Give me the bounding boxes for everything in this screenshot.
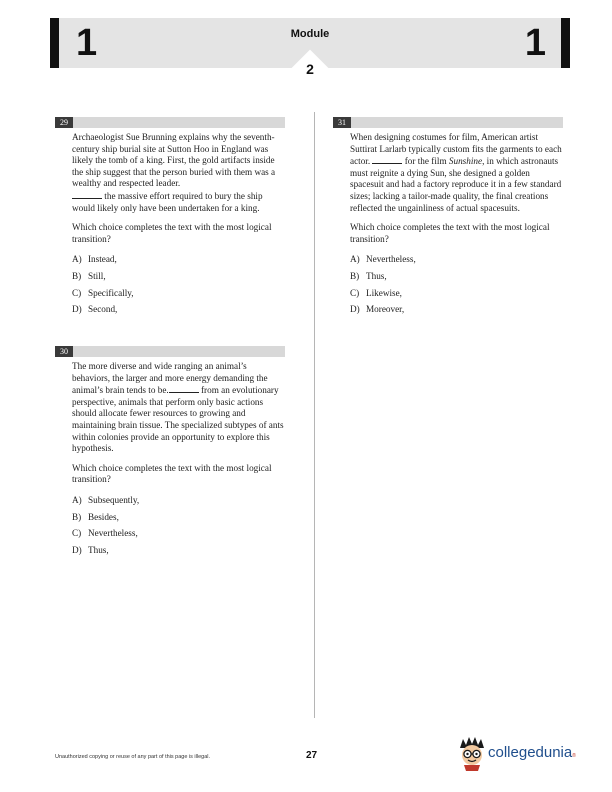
choice-d[interactable]: D) Thus, [72,544,109,555]
question-number: 29 [55,117,73,128]
choice-b[interactable]: B) Thus, [350,270,387,281]
question-header-bar [55,117,285,128]
question-passage: Archaeologist Sue Brunning explains why the seventh-century ship burial site at Sutton Hoo in England was likely the tomb of a king. First, the gold artifacts inside the ship suggest that the person buried with them was a wealthy and respected leader. the massive effort required to bury the ship would likely only have been undertaken for a king. [72,132,276,213]
question-30 [55,346,285,561]
column-divider [314,112,315,718]
copyright-notice: Unauthorized copying or reuse of any part of this page is illegal. [55,754,211,760]
page-number: 27 [306,750,318,761]
header-bar-right [561,18,570,68]
module-label: Module [290,28,330,40]
question-number: 30 [55,346,73,357]
module-number: 2 [306,61,314,77]
question-header-bar [333,117,563,128]
question-header-bar [55,346,285,357]
page-header [50,18,570,77]
brand-name: collegedunia® [488,744,576,761]
question-prompt: Which choice completes the text with the most logical transition? [72,462,272,485]
answer-choices [72,495,285,556]
choice-b[interactable]: B) Still, [72,270,106,281]
question-31 [333,117,563,321]
section-number-right: 1 [524,22,546,64]
answer-blank [72,190,102,199]
mascot-icon [456,736,488,772]
question-prompt: Which choice completes the text with the most logical transition? [72,222,272,244]
choice-c[interactable]: C) Specifically, [72,287,134,298]
answer-blank [372,155,402,164]
question-passage: When designing costumes for film, American artist Suttirat Larlarb typically custom fits the garments to each actor. for the film Sunshine, in which astronauts must reignite a dying Sun, she designed a golden spacesuit and had a factory reproduce it in a few standard sizes; lacking a tailor-made quality, the final creations reflected the ungainliness of actual spacesuits. [350,132,562,213]
answer-blank [169,384,199,393]
choice-a[interactable]: A) Subsequently, [72,494,140,505]
choice-d[interactable]: D) Second, [72,304,118,315]
choice-c[interactable]: C) Nevertheless, [72,528,138,539]
question-passage: The more diverse and wide ranging an animal’s behaviors, the larger and more energy demanding the animal’s brain tends to be. from an evolutionary perspective, animals that perform only basic actions should allocate fewer resources to growing and maintaining brain tissue. The specialized subtypes of ants within colonies provide an opportunity to explore this hypothesis. [72,361,284,454]
collegedunia-logo[interactable] [456,736,586,772]
answer-choices [350,254,563,315]
question-prompt: Which choice completes the text with the most logical transition? [350,222,550,244]
choice-a[interactable]: A) Instead, [72,254,117,265]
question-number: 31 [333,117,351,128]
question-29 [55,117,285,321]
choice-c[interactable]: C) Likewise, [350,287,402,298]
choice-b[interactable]: B) Besides, [72,511,119,522]
section-number-left: 1 [76,22,98,64]
answer-choices [72,254,285,315]
choice-a[interactable]: A) Nevertheless, [350,254,416,265]
choice-d[interactable]: D) Moreover, [350,304,405,315]
